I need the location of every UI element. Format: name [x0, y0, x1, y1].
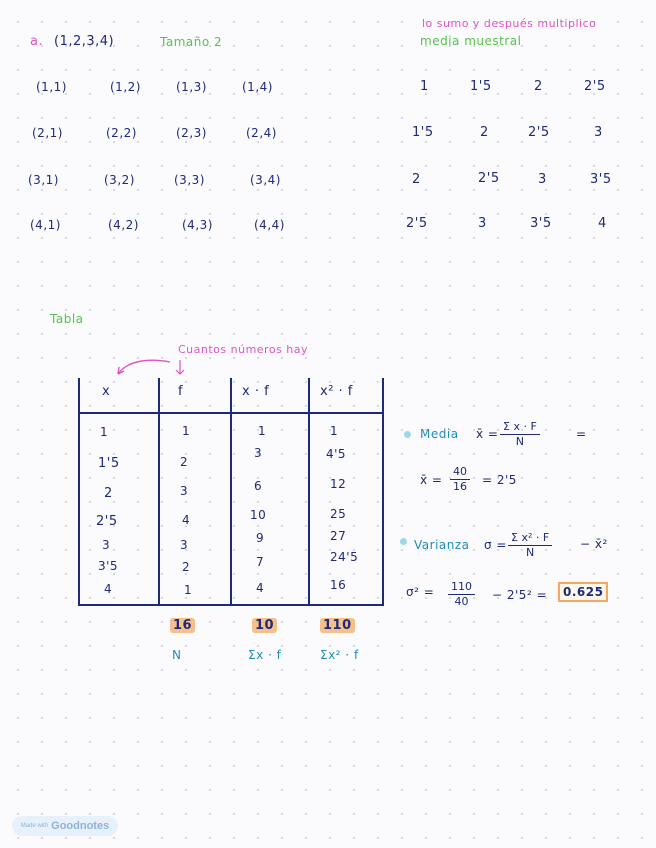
mean-value: 3	[478, 216, 487, 231]
table-title: Tabla	[50, 312, 84, 326]
frequency-table	[78, 378, 384, 606]
sample-pair: (2,3)	[176, 126, 207, 140]
made-with-label: Made with	[20, 823, 49, 829]
sample-pair: (4,1)	[30, 218, 61, 232]
variance-calc-fraction: $\frac{110}{40}$	[448, 580, 475, 609]
frequency-annotation: Cuantos números hay	[178, 343, 309, 356]
table-cell: 24'5	[330, 550, 359, 564]
sample-pair: (3,4)	[250, 173, 281, 187]
sample-pair: (4,2)	[108, 218, 139, 232]
mean-value: 2	[412, 172, 421, 187]
total-frequency: 16	[170, 618, 195, 633]
table-cell: 3	[102, 538, 111, 552]
goodnotes-badge[interactable]	[12, 816, 118, 836]
sample-mean-label: media muestral	[420, 34, 522, 48]
mean-value: 1'5	[470, 79, 492, 94]
table-cell: 4	[256, 581, 265, 595]
brand-label: Goodnotes	[51, 820, 110, 832]
table-cell: 27	[330, 529, 347, 543]
table-header-xf: x · f	[242, 384, 270, 399]
table-cell: 25	[330, 507, 347, 521]
table-cell: 4	[182, 513, 191, 527]
table-cell: 1	[184, 583, 193, 597]
table-cell: 4'5	[326, 447, 347, 461]
mean-value: 3	[538, 172, 547, 187]
sample-pair: (1,1)	[36, 80, 67, 94]
method-note: lo sumo y después multiplico	[422, 17, 597, 30]
table-cell: 1	[100, 425, 109, 439]
sample-pair: (1,3)	[176, 80, 207, 94]
table-cell: 2	[180, 455, 189, 469]
mean-value: 2'5	[406, 216, 428, 231]
label-sum-x2f: Σx² · f	[320, 648, 359, 662]
sample-pair: (3,3)	[174, 173, 205, 187]
problem-label: a.	[30, 34, 44, 49]
table-cell: 2	[182, 560, 191, 574]
table-cell: 1	[330, 424, 339, 438]
sample-pair: (2,1)	[32, 126, 63, 140]
table-header-f: f	[178, 384, 184, 399]
mean-value: 2'5	[528, 125, 550, 140]
table-header-x: x	[102, 384, 111, 399]
table-cell: 1	[258, 424, 267, 438]
sample-pair: (2,2)	[106, 126, 137, 140]
variance-calc-lhs: σ² =	[406, 585, 435, 599]
sample-size: Tamaño 2	[160, 35, 223, 49]
mean-calc-fraction: $\frac{40}{16}$	[450, 465, 470, 494]
table-cell: 6	[254, 479, 263, 493]
table-cell: 10	[250, 508, 267, 522]
sample-pair: (3,2)	[104, 173, 135, 187]
mean-title: Media	[420, 427, 459, 441]
variance-formula-lhs: σ =	[484, 538, 507, 552]
table-header-rule	[80, 412, 382, 414]
total-x2f: 110	[320, 618, 355, 633]
mean-value: 3	[594, 125, 603, 140]
table-cell: 16	[330, 578, 347, 592]
variance-result: 0.625	[558, 585, 608, 599]
mean-value: 3'5	[590, 172, 612, 187]
table-cell: 9	[256, 531, 265, 545]
label-sum-xf: Σx · f	[248, 648, 282, 662]
label-n: N	[172, 648, 182, 662]
mean-value: 1'5	[412, 125, 434, 140]
mean-formula-fraction: $\frac{\text{Σ x · F}}{N}$	[500, 420, 540, 449]
table-cell: 4	[104, 582, 113, 596]
sample-pair: (3,1)	[28, 173, 59, 187]
sample-pair: (1,4)	[242, 80, 273, 94]
table-cell: 12	[330, 477, 347, 491]
mean-value: 2'5	[584, 79, 606, 94]
sample-set: (1,2,3,4)	[54, 34, 115, 49]
variance-formula-fraction: $\frac{\text{Σ x² · F}}{N}$	[508, 531, 552, 560]
sample-pair: (4,4)	[254, 218, 285, 232]
table-cell: 3	[180, 484, 189, 498]
bullet-icon	[404, 431, 411, 438]
table-cell: 3'5	[98, 559, 119, 573]
sample-pair: (1,2)	[110, 80, 141, 94]
mean-value: 4	[598, 216, 607, 231]
variance-title: Varianza	[414, 538, 470, 552]
sample-pair: (4,3)	[182, 218, 213, 232]
table-cell: 7	[256, 555, 265, 569]
table-cell: 1	[182, 424, 191, 438]
mean-value: 1	[420, 79, 429, 94]
mean-value: 2	[480, 125, 489, 140]
mean-calc-lhs: x̄ =	[420, 473, 443, 487]
mean-formula-lhs: x̄ =	[476, 427, 499, 441]
variance-formula-tail: − x̄²	[580, 537, 608, 551]
equals-sign: =	[576, 427, 587, 441]
bullet-icon	[400, 538, 407, 545]
mean-value: 2'5	[478, 171, 500, 186]
variance-calc-tail: − 2'5² =	[492, 588, 548, 602]
table-header-x2f: x² · f	[320, 384, 353, 399]
table-cell: 2	[104, 486, 113, 501]
total-xf: 10	[252, 618, 277, 633]
mean-result: = 2'5	[482, 473, 517, 487]
mean-value: 3'5	[530, 216, 552, 231]
sample-pair: (2,4)	[246, 126, 277, 140]
table-cell: 3	[180, 538, 189, 552]
mean-value: 2	[534, 79, 543, 94]
table-cell: 1'5	[98, 456, 120, 471]
table-cell: 3	[254, 446, 263, 460]
table-cell: 2'5	[96, 514, 118, 529]
